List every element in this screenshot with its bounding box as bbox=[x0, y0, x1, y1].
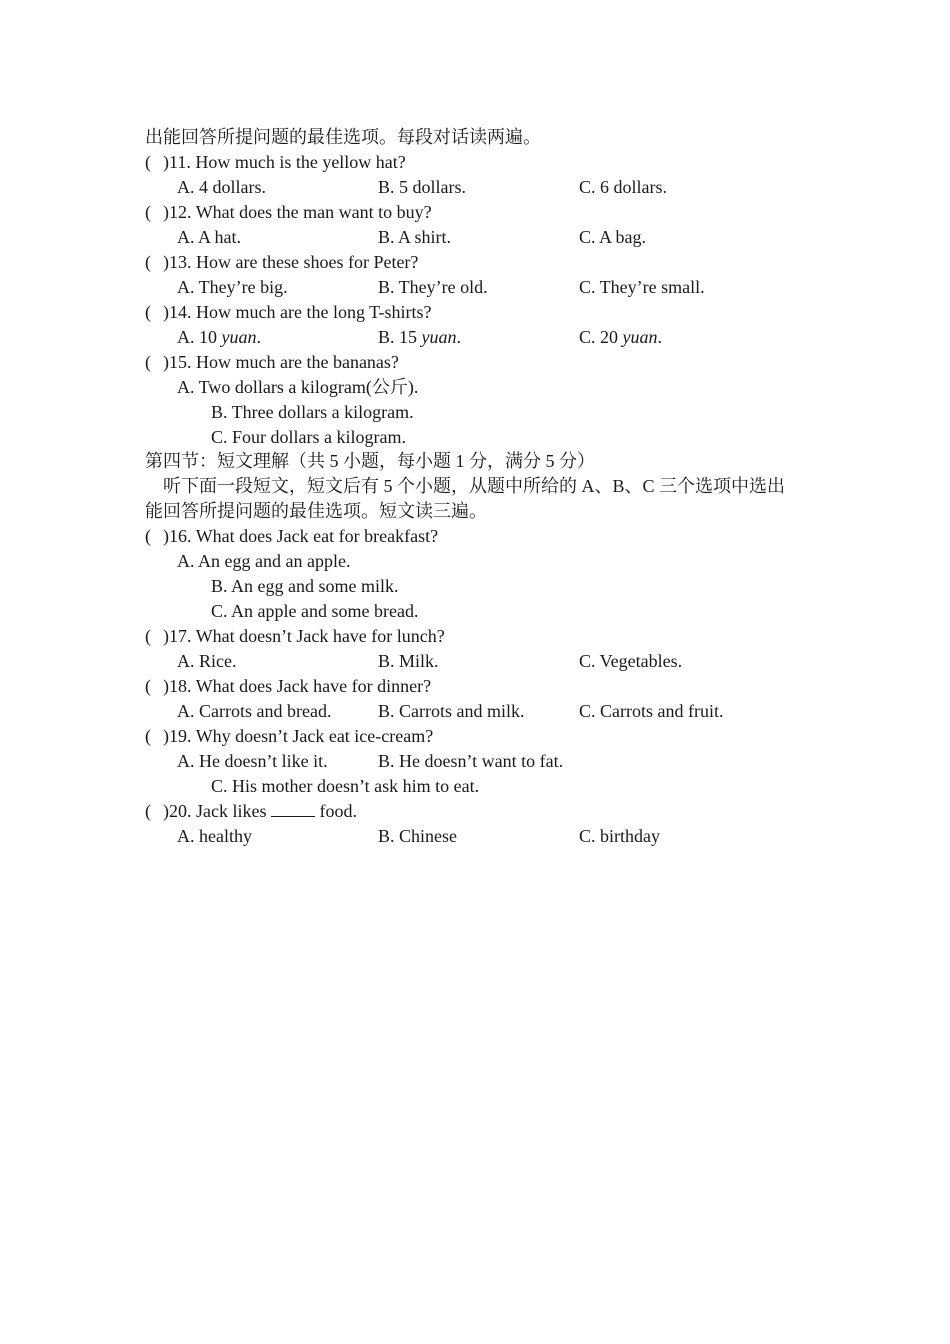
question-number: )15. bbox=[163, 352, 192, 372]
option-a[interactable]: A. Carrots and bread. bbox=[177, 701, 332, 721]
option-a[interactable]: A. healthy bbox=[177, 826, 252, 846]
option-c[interactable]: C. A bag. bbox=[579, 227, 647, 247]
option-prefix: C. 20 bbox=[579, 327, 623, 347]
option-b[interactable]: B. Milk. bbox=[378, 651, 439, 671]
question-text: How much are the bananas? bbox=[196, 352, 399, 372]
question-16 bbox=[145, 525, 438, 547]
question-19 bbox=[145, 725, 433, 747]
question-number: )17. bbox=[163, 626, 192, 646]
currency-unit: yuan bbox=[622, 327, 658, 347]
question-text: How much is the yellow hat? bbox=[195, 152, 406, 172]
answer-paren[interactable]: ( bbox=[145, 202, 151, 222]
question-number: )11. bbox=[163, 152, 191, 172]
question-12 bbox=[145, 201, 432, 223]
answer-paren[interactable]: ( bbox=[145, 676, 151, 696]
question-number: )12. bbox=[163, 202, 192, 222]
question-13 bbox=[145, 251, 418, 273]
option-b[interactable]: B. An egg and some milk. bbox=[211, 576, 399, 596]
option-suffix: . bbox=[256, 327, 261, 347]
option-prefix: B. 15 bbox=[378, 327, 422, 347]
option-a[interactable]: A. An egg and an apple. bbox=[177, 551, 351, 571]
fill-in-blank[interactable] bbox=[271, 800, 315, 817]
question-text: What does Jack have for dinner? bbox=[195, 676, 432, 696]
option-b[interactable]: B. He doesn’t want to fat. bbox=[378, 751, 564, 771]
option-b[interactable]: B. A shirt. bbox=[378, 227, 452, 247]
option-c[interactable]: C. They’re small. bbox=[579, 277, 705, 297]
question-17 bbox=[145, 625, 445, 647]
instructions-tail: 出能回答所提问题的最佳选项。每段对话读两遍。 bbox=[145, 127, 541, 147]
option-c[interactable]: C. 6 dollars. bbox=[579, 177, 667, 197]
option-a[interactable]: A. Two dollars a kilogram(公斤). bbox=[177, 377, 419, 397]
option-b[interactable]: B. They’re old. bbox=[378, 277, 488, 297]
question-14 bbox=[145, 301, 431, 323]
answer-paren[interactable]: ( bbox=[145, 152, 151, 172]
question-number: )18. bbox=[163, 676, 192, 696]
question-text: What does Jack eat for breakfast? bbox=[195, 526, 439, 546]
answer-paren[interactable]: ( bbox=[145, 252, 151, 272]
option-b[interactable]: B. Chinese bbox=[378, 826, 457, 846]
option-c[interactable]: C. Vegetables. bbox=[579, 651, 683, 671]
option-c[interactable]: C. His mother doesn’t ask him to eat. bbox=[211, 776, 480, 796]
option-c[interactable]: C. Four dollars a kilogram. bbox=[211, 427, 406, 447]
question-text: What doesn’t Jack have for lunch? bbox=[195, 626, 445, 646]
option-suffix: . bbox=[657, 327, 663, 347]
answer-paren[interactable]: ( bbox=[145, 352, 151, 372]
option-a[interactable]: A. Rice. bbox=[177, 651, 237, 671]
question-text: How are these shoes for Peter? bbox=[196, 252, 419, 272]
answer-paren[interactable]: ( bbox=[145, 726, 151, 746]
option-a[interactable] bbox=[177, 326, 261, 348]
answer-paren[interactable]: ( bbox=[145, 801, 151, 821]
question-text: What does the man want to buy? bbox=[195, 202, 432, 222]
question-number: )19. bbox=[163, 726, 192, 746]
option-suffix: . bbox=[456, 327, 462, 347]
option-a[interactable]: A. A hat. bbox=[177, 227, 242, 247]
answer-paren[interactable]: ( bbox=[145, 526, 151, 546]
question-text: Why doesn’t Jack eat ice-cream? bbox=[195, 726, 434, 746]
question-text: How much are the long T-shirts? bbox=[196, 302, 432, 322]
currency-unit: yuan bbox=[221, 327, 257, 347]
section-heading: 第四节：短文理解（共 5 小题，每小题 1 分，满分 5 分） bbox=[145, 451, 595, 471]
option-b[interactable]: B. 5 dollars. bbox=[378, 177, 466, 197]
question-20 bbox=[145, 800, 357, 822]
question-number: )16. bbox=[163, 526, 192, 546]
option-a[interactable]: A. He doesn’t like it. bbox=[177, 751, 328, 771]
option-c[interactable]: C. An apple and some bread. bbox=[211, 601, 419, 621]
question-11 bbox=[145, 151, 406, 173]
option-b[interactable]: B. Three dollars a kilogram. bbox=[211, 402, 414, 422]
option-b[interactable] bbox=[378, 326, 461, 348]
question-text-start: Jack likes bbox=[196, 801, 271, 821]
option-c[interactable]: C. birthday bbox=[579, 826, 660, 846]
question-number: )14. bbox=[163, 302, 192, 322]
option-prefix: A. 10 bbox=[177, 327, 222, 347]
option-a[interactable]: A. 4 dollars. bbox=[177, 177, 266, 197]
answer-paren[interactable]: ( bbox=[145, 302, 151, 322]
option-a[interactable]: A. They’re big. bbox=[177, 277, 288, 297]
question-18 bbox=[145, 675, 431, 697]
answer-paren[interactable]: ( bbox=[145, 626, 151, 646]
option-c[interactable] bbox=[579, 326, 662, 348]
option-c[interactable]: C. Carrots and fruit. bbox=[579, 701, 724, 721]
question-number: )20. bbox=[163, 801, 192, 821]
question-text-end: food. bbox=[314, 801, 357, 821]
section-instructions-cont: 能回答所提问题的最佳选项。短文读三遍。 bbox=[145, 501, 487, 521]
section-instructions: 听下面一段短文，短文后有 5 个小题，从题中所给的 A、B、C 三个选项中选出 bbox=[163, 476, 786, 496]
question-number: )13. bbox=[163, 252, 192, 272]
currency-unit: yuan bbox=[421, 327, 457, 347]
question-15 bbox=[145, 351, 399, 373]
option-b[interactable]: B. Carrots and milk. bbox=[378, 701, 525, 721]
